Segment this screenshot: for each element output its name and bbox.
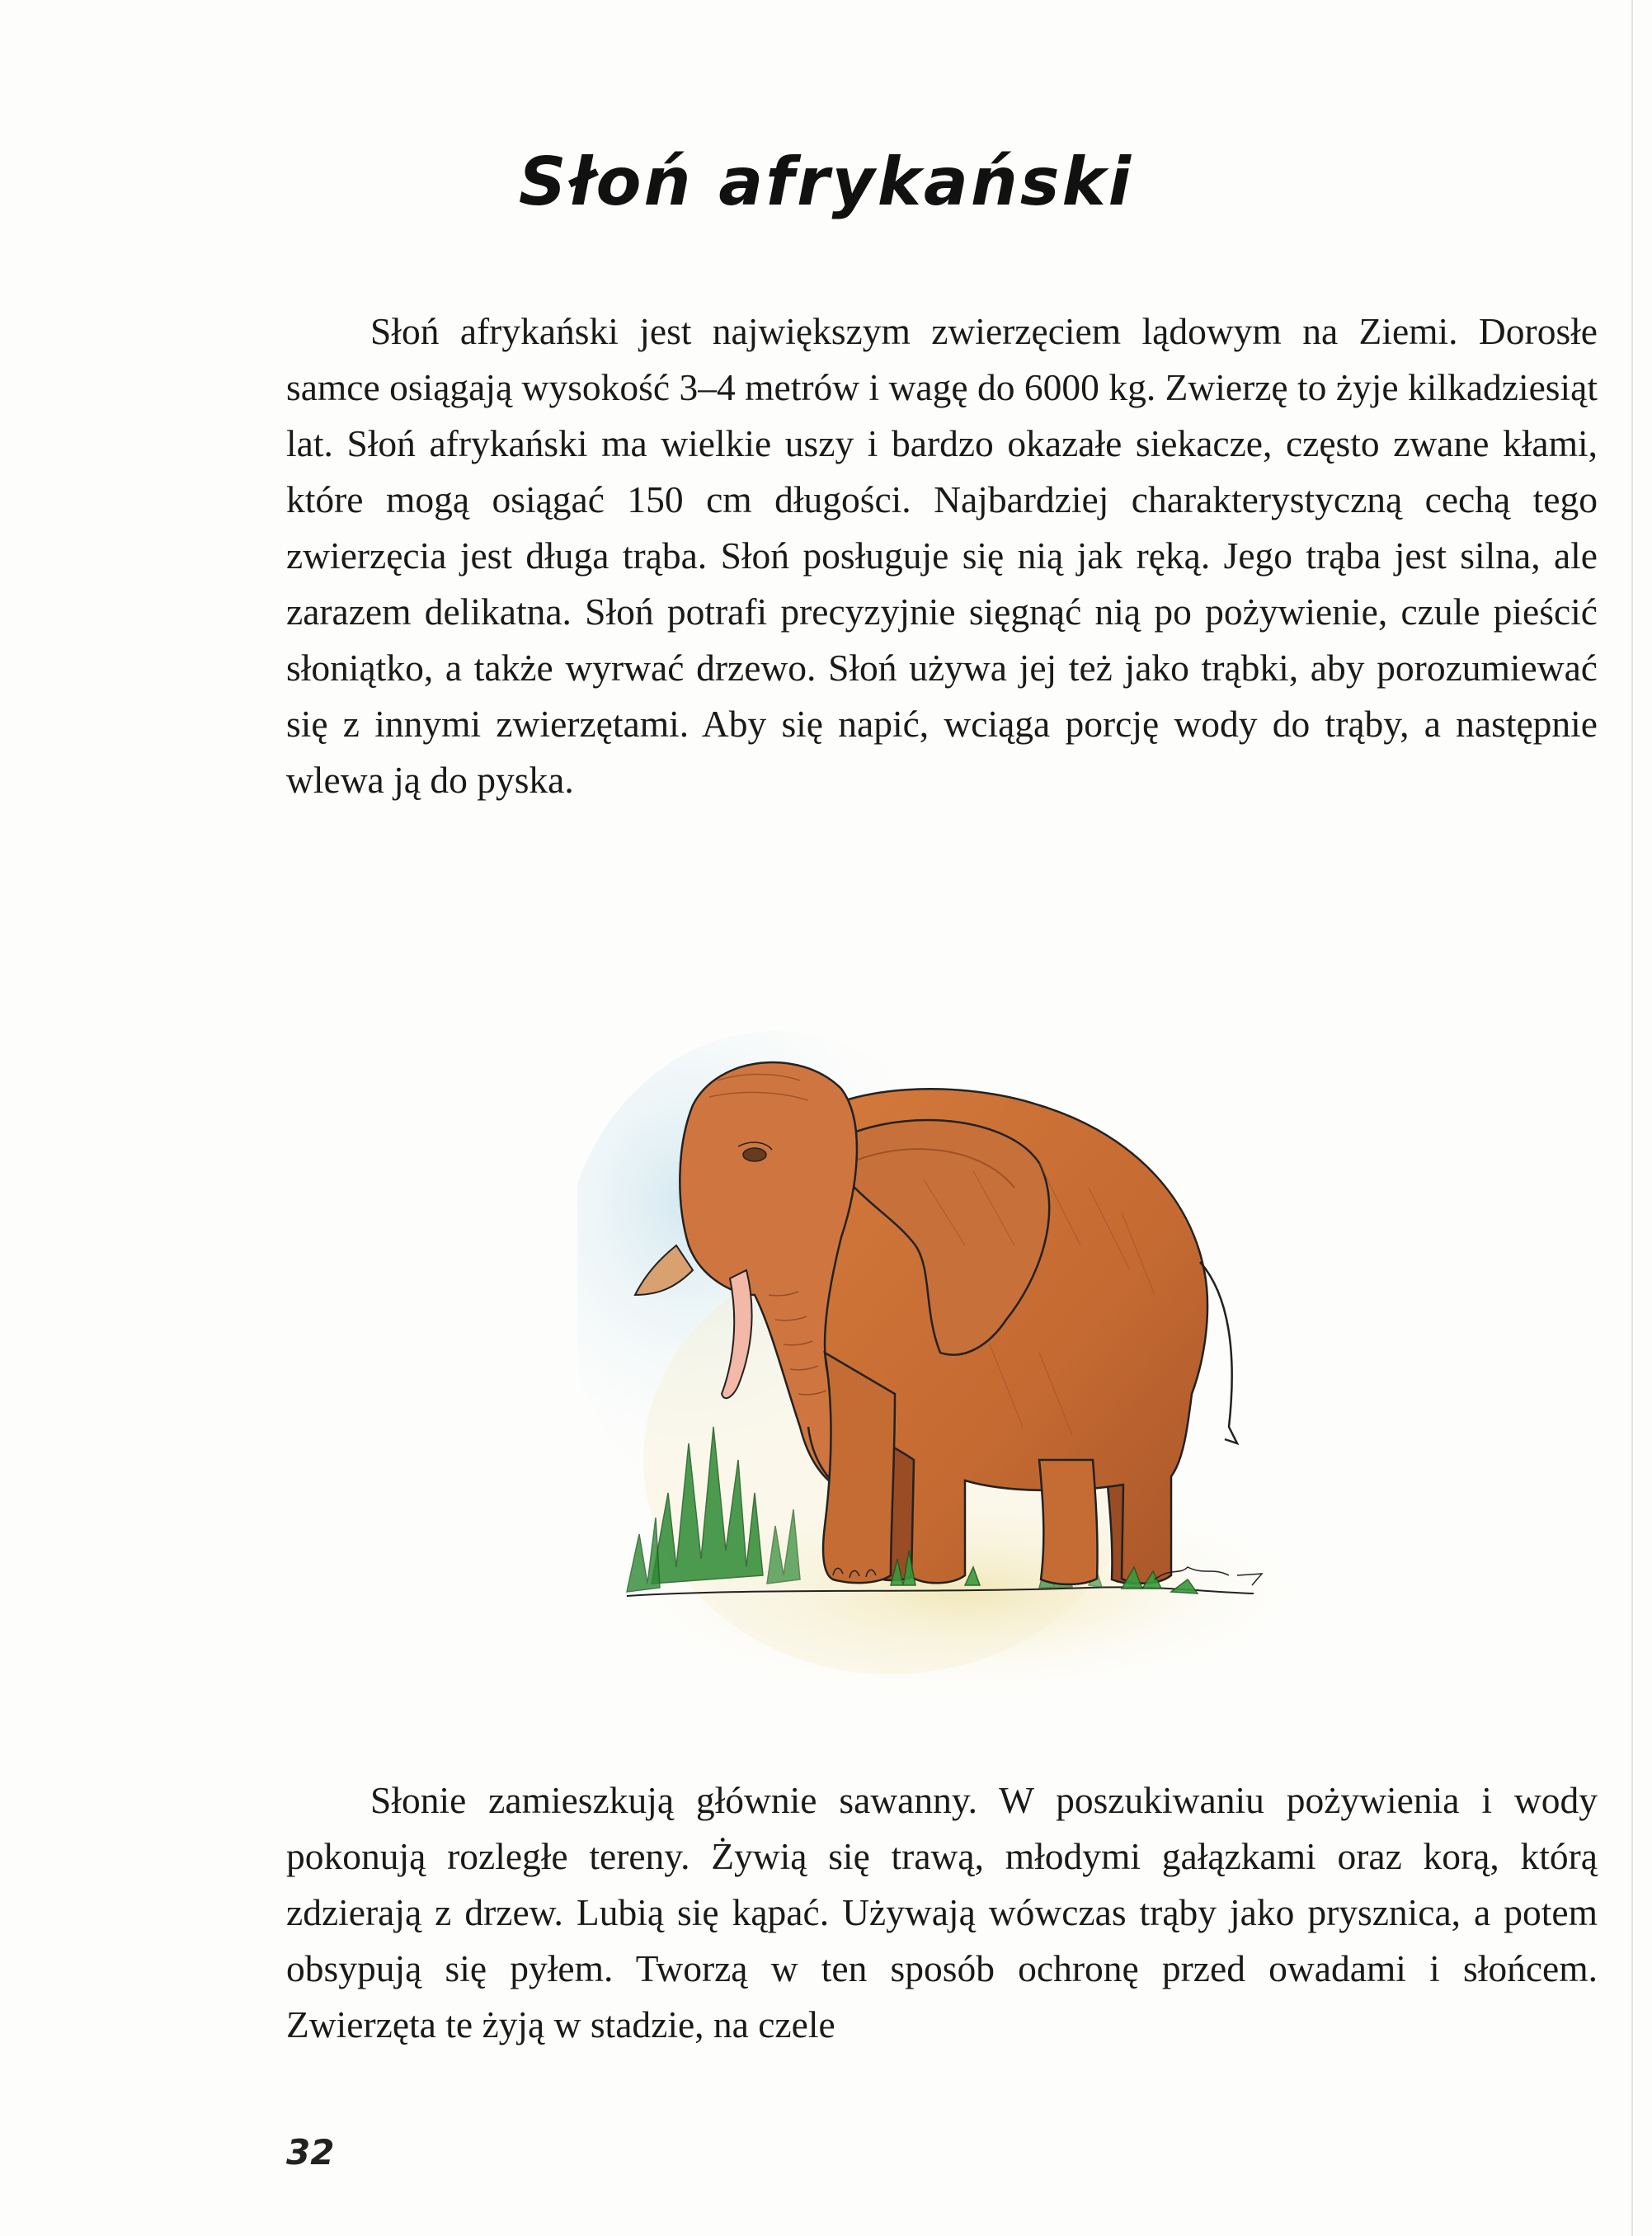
elephant-illustration xyxy=(577,998,1336,1732)
elephant-eye xyxy=(743,1148,766,1161)
paragraph-intro: Słoń afrykański jest największym zwierzęciem lądowym na Ziemi. Dorosłe samce osiągają wysokość 3–4 metrów i wagę do 6000 kg. Zwierzę to żyje kilkadziesiąt lat. Słoń afrykański ma wielkie uszy i bardzo okazałe siekacze, często zwane kłami, które mogą osiągać 150 cm długości. Najbardziej charakterystyczną cechą tego zwierzęcia jest długa trąba. Słoń posługuje się nią jak ręką. Jego trąba jest silna, ale zarazem delikatna. Słoń potrafi precyzyjnie sięgnąć nią po pożywienie, czule pieścić słoniątko, a także wyrwać drzewo. Słoń używa jej też jako trąbki, aby porozumiewać się z innymi zwierzętami. Aby się napić, wciąga porcję wody do trąby, a następnie wlewa ją do pyska. xyxy=(286,310,1598,801)
page-title: Słoń afrykański xyxy=(518,143,1134,220)
page-edge xyxy=(1631,0,1633,2236)
elephant-back-leg xyxy=(1039,1460,1098,1584)
page-number: 32 xyxy=(286,2132,335,2172)
elephant-front-leg xyxy=(823,1353,895,1583)
paragraph-habitat: Słonie zamieszkują głównie sawanny. W poszukiwaniu pożywienia i wody pokonują rozległe tereny. Żywią się trawą, młodymi gałązkami oraz korą, którą zdzierają z drzew. Lubią się kąpać. Używają wówczas trąby jako prysznica, a potem obsypują się pyłem. Tworzą w ten sposób ochronę przed owadami i słońcem. Zwierzęta te żyją w stadzie, na czele xyxy=(286,1779,1598,2045)
